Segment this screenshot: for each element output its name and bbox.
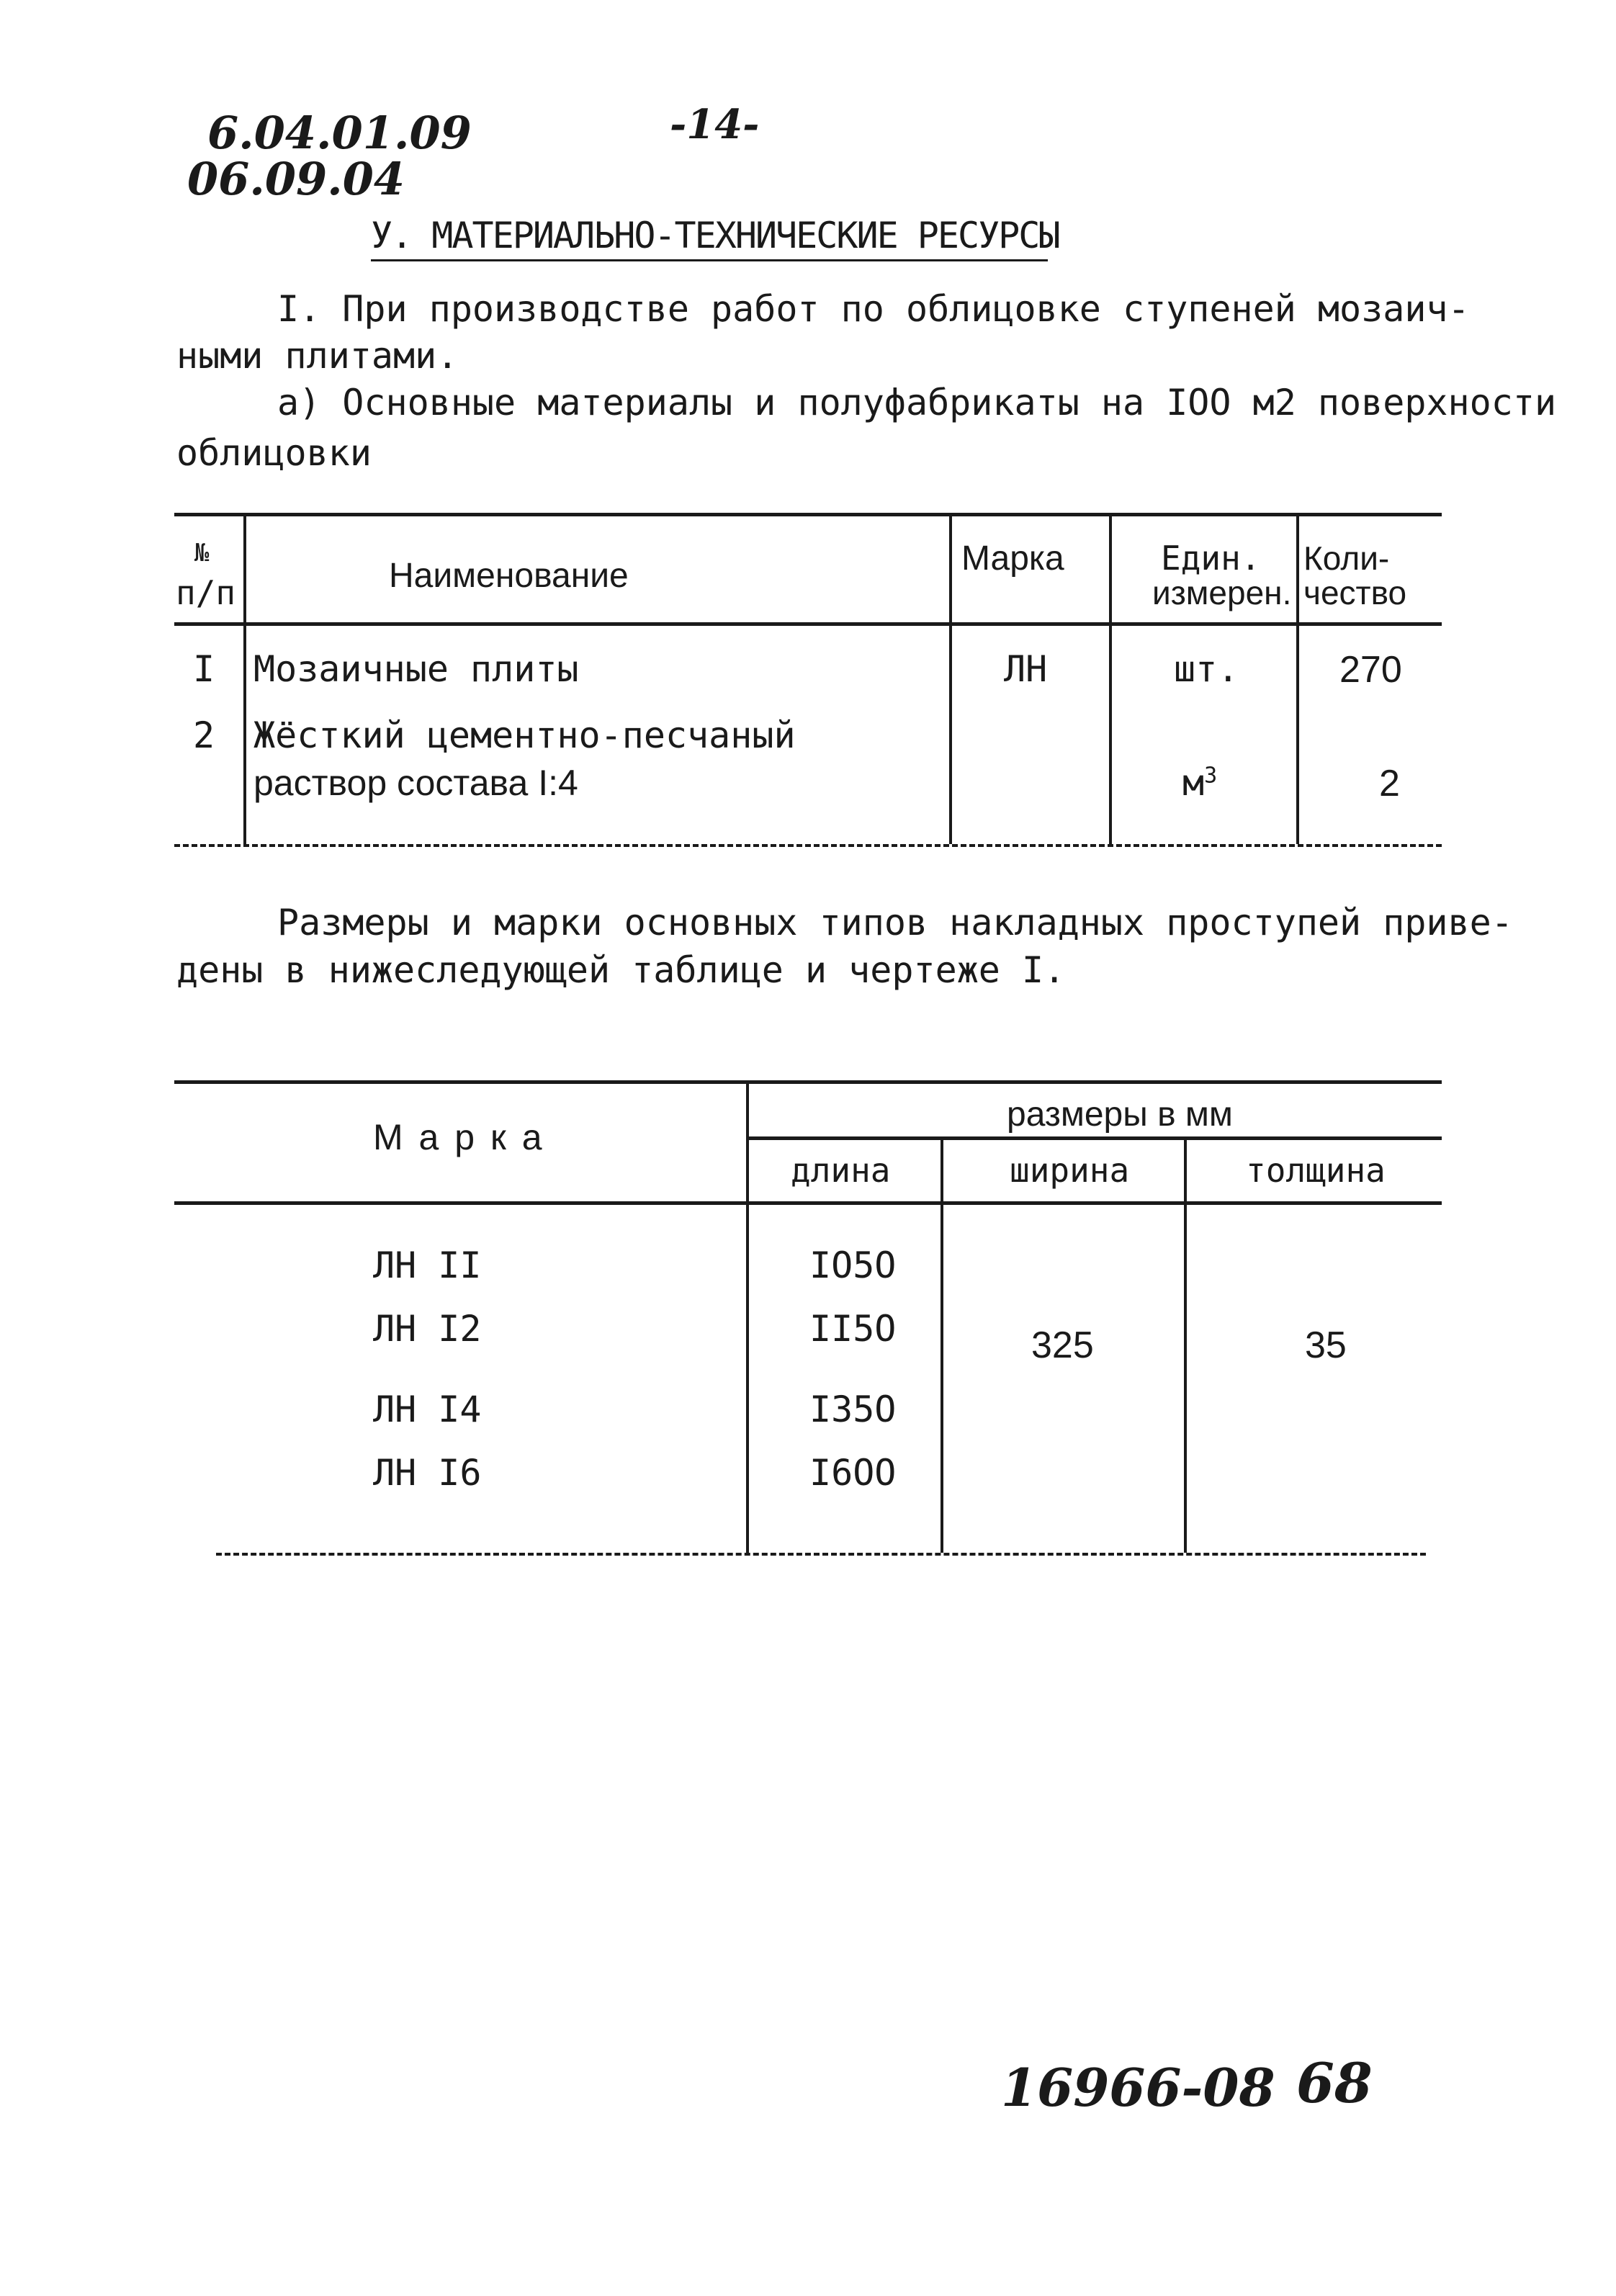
row1-qty: 270	[1339, 649, 1402, 691]
table1-col-divider	[243, 516, 246, 844]
header-unit-line2: измерен.	[1152, 574, 1292, 611]
paragraph-2-line-1: а) Основные материалы и полуфабрикаты на IOO м2 поверхности	[277, 382, 1557, 423]
row-mark: ЛН I4	[373, 1389, 482, 1430]
section-title: У. МАТЕРИАЛЬНО-ТЕХНИЧЕСКИЕ РЕСУРСЫ	[371, 215, 1059, 256]
paragraph-1-line-1: I. При производстве работ по облицовке ступеней мозаич-	[277, 288, 1470, 330]
row-mark: ЛН II	[373, 1245, 482, 1286]
thickness-value: 35	[1305, 1324, 1347, 1366]
paragraph-3-line-1: Размеры и марки основных типов накладных проступей приве-	[277, 902, 1513, 943]
table2-header-rule	[174, 1201, 1442, 1205]
paragraph-3-line-2: дены в нижеследующей таблице и чертеже I.	[176, 949, 1066, 991]
table2-top-rule	[174, 1080, 1442, 1084]
row2-unit-sup: 3	[1204, 763, 1218, 789]
header-name: Наименование	[389, 557, 629, 595]
row-length: IO5O	[809, 1245, 897, 1286]
table2-col-divider	[941, 1139, 943, 1553]
header-qty-line2: чество	[1303, 574, 1407, 611]
row2-name-line2: раствор состава I:4	[253, 763, 578, 803]
section-title-underline	[371, 259, 1048, 261]
header-mark: М а р к а	[373, 1117, 545, 1157]
row-length: I6OO	[809, 1452, 897, 1494]
row2-name-line1: Жёсткий цементно-песчаный	[253, 714, 796, 756]
row-length: II5O	[809, 1308, 897, 1350]
row2-num: 2	[193, 714, 215, 756]
header-mark: Марка	[961, 539, 1064, 578]
row1-mark: ЛН	[1004, 648, 1048, 690]
header-num: п/п	[176, 573, 236, 612]
paragraph-1-line-2: ными плитами.	[176, 335, 459, 377]
header-width: ширина	[1010, 1151, 1130, 1190]
table2-col-divider	[1184, 1139, 1187, 1553]
row-mark: ЛН I6	[373, 1452, 482, 1494]
header-num-symbol: №	[194, 539, 210, 568]
doc-code-line2: 06.09.04	[187, 153, 405, 205]
row-length: I35O	[809, 1389, 897, 1430]
header-dimensions: размеры в мм	[1007, 1095, 1233, 1134]
width-value: 325	[1031, 1324, 1094, 1366]
table1-col-divider	[1109, 516, 1112, 844]
row-mark: ЛН I2	[373, 1308, 482, 1350]
doc-code-line1: 6.04.01.09	[207, 107, 472, 159]
table1-top-rule	[174, 513, 1442, 516]
row1-name: Мозаичные плиты	[253, 648, 579, 690]
table2-bottom-rule	[216, 1553, 1426, 1556]
header-qty-line1: Коли-	[1303, 539, 1390, 577]
row2-unit-base: м	[1182, 762, 1205, 804]
sheet-number: 68	[1296, 2051, 1373, 2115]
table2-dims-rule	[749, 1136, 1442, 1140]
header-length: длина	[791, 1151, 891, 1190]
row1-unit: шт.	[1174, 648, 1239, 690]
page-number: -14-	[670, 101, 760, 148]
table1-col-divider	[1296, 516, 1299, 844]
row1-num: I	[193, 648, 215, 690]
table1-header-rule	[174, 622, 1442, 626]
table1-col-divider	[949, 516, 952, 844]
header-thickness: толщина	[1246, 1151, 1386, 1190]
paragraph-2-line-2: облицовки	[176, 432, 372, 474]
row2-qty: 2	[1379, 763, 1400, 804]
row2-unit	[1182, 762, 1217, 804]
doc-number: 16966-08	[1001, 2057, 1275, 2118]
table2-col-divider	[746, 1083, 749, 1553]
table1-bottom-rule	[174, 844, 1442, 847]
header-unit-line1: Един.	[1161, 539, 1261, 578]
